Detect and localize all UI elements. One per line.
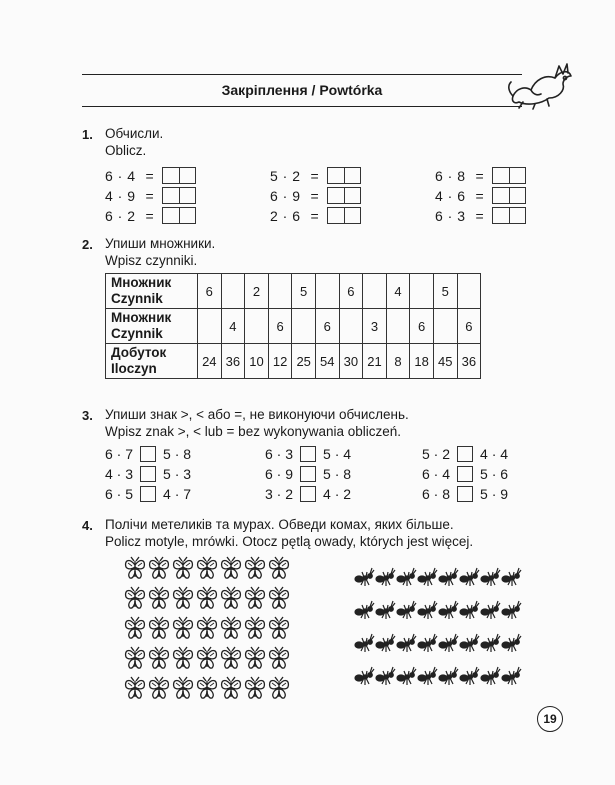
equals-sign: = (310, 167, 320, 184)
butterfly-icon (150, 677, 169, 698)
instruction-ua: Упиши множники. (105, 236, 216, 251)
butterfly-icon (222, 617, 241, 638)
butterfly-icon (270, 557, 289, 578)
factor-table (105, 273, 481, 379)
equation-expression: 4 · 6 (435, 187, 466, 204)
butterfly-icon (198, 557, 217, 578)
page-number: 19 (537, 706, 563, 732)
comparison-left: 6 · 7 (105, 446, 134, 462)
table-cell: 25 (292, 344, 316, 379)
table-cell[interactable] (245, 309, 269, 344)
ant-icon (502, 667, 521, 685)
answer-box[interactable] (327, 187, 361, 204)
equation (105, 167, 196, 184)
sign-box[interactable] (140, 486, 156, 502)
ant-icon (439, 601, 458, 619)
answer-box[interactable] (492, 207, 526, 224)
sign-box[interactable] (140, 446, 156, 462)
comparison (265, 446, 351, 462)
table-cell: 45 (433, 344, 457, 379)
answer-box[interactable] (162, 187, 196, 204)
butterfly-icon (270, 647, 289, 668)
ant-icon (502, 634, 521, 652)
task-instruction (105, 125, 163, 159)
task-number: 2. (82, 237, 93, 252)
butterfly-icon (126, 587, 145, 608)
ant-icon (502, 601, 521, 619)
butterfly-icon (198, 677, 217, 698)
butterfly-icon (222, 557, 241, 578)
equals-sign: = (145, 207, 155, 224)
comparison (265, 466, 351, 482)
comparison-left: 5 · 2 (422, 446, 451, 462)
ant-icon (355, 634, 374, 652)
butterfly-icon (246, 647, 265, 668)
ant-icon (460, 634, 479, 652)
equation (270, 167, 361, 184)
comparison-right: 4 · 7 (163, 486, 192, 502)
butterfly-icon (270, 617, 289, 638)
butterfly-icon (126, 677, 145, 698)
butterfly-icon (246, 677, 265, 698)
header-bottom-rule (82, 106, 522, 107)
instruction-pl: Wpisz czynniki. (105, 253, 198, 268)
ant-icon (376, 667, 395, 685)
butterfly-icon (126, 557, 145, 578)
equals-sign: = (310, 207, 320, 224)
task-instruction (105, 406, 409, 440)
ant-icon (418, 601, 437, 619)
table-cell[interactable] (198, 309, 222, 344)
row-label-factor-2: Множник Czynnik (106, 309, 198, 344)
equals-sign: = (475, 187, 485, 204)
table-cell[interactable] (433, 309, 457, 344)
table-cell: 21 (363, 344, 387, 379)
table-cell[interactable] (268, 274, 292, 309)
butterfly-icon (126, 647, 145, 668)
table-cell: 12 (268, 344, 292, 379)
comparison (105, 446, 191, 462)
dragon-icon (505, 58, 575, 110)
equals-sign: = (145, 167, 155, 184)
ant-icon (355, 667, 374, 685)
task-instruction (105, 235, 215, 269)
comparison (422, 486, 508, 502)
comparison-left: 6 · 9 (265, 466, 294, 482)
ant-grid[interactable] (353, 562, 523, 692)
comparison (422, 446, 508, 462)
comparison-right: 5 · 8 (163, 446, 192, 462)
ant-icon (376, 601, 395, 619)
answer-box[interactable] (327, 167, 361, 184)
table-cell: 54 (315, 344, 339, 379)
page-title: Закріплення / Powtórka (221, 82, 383, 98)
ant-icon (418, 667, 437, 685)
table-cell[interactable]: 6 (268, 309, 292, 344)
sign-box[interactable] (300, 466, 316, 482)
answer-box[interactable] (162, 167, 196, 184)
equation-expression: 4 · 9 (105, 187, 136, 204)
comparison-left: 6 · 8 (422, 486, 451, 502)
butterfly-icon (174, 647, 193, 668)
butterfly-icon (150, 557, 169, 578)
answer-box[interactable] (492, 167, 526, 184)
comparison (422, 466, 508, 482)
instruction-pl: Wpisz znak >, < lub = bez wykonywania obliczeń. (105, 424, 402, 439)
table-cell[interactable]: 5 (433, 274, 457, 309)
equals-sign: = (475, 167, 485, 184)
butterfly-icon (174, 587, 193, 608)
table-row (106, 344, 481, 379)
ant-icon (439, 634, 458, 652)
butterfly-icon (198, 647, 217, 668)
table-cell: 24 (198, 344, 222, 379)
table-cell: 36 (457, 344, 481, 379)
sign-box[interactable] (457, 446, 473, 462)
sign-box[interactable] (140, 466, 156, 482)
table-cell[interactable] (339, 309, 363, 344)
equals-sign: = (475, 207, 485, 224)
butterfly-icon (222, 677, 241, 698)
equation-expression: 6 · 2 (105, 207, 136, 224)
comparison-left: 4 · 3 (105, 466, 134, 482)
comparison (265, 486, 351, 502)
comparison-left: 6 · 4 (422, 466, 451, 482)
ant-icon (439, 568, 458, 586)
answer-box[interactable] (492, 187, 526, 204)
task-instruction (105, 516, 473, 550)
table-cell: 10 (245, 344, 269, 379)
ant-icon (355, 568, 374, 586)
equation-expression: 5 · 2 (270, 167, 301, 184)
ant-icon (418, 634, 437, 652)
equals-sign: = (310, 187, 320, 204)
table-cell[interactable]: 6 (315, 309, 339, 344)
ant-icon (460, 667, 479, 685)
comparison-right: 5 · 6 (480, 466, 509, 482)
equation (105, 207, 196, 224)
instruction-pl: Oblicz. (105, 143, 147, 158)
ant-icon (397, 667, 416, 685)
equals-sign: = (145, 187, 155, 204)
equation-expression: 6 · 4 (105, 167, 136, 184)
table-cell[interactable]: 6 (198, 274, 222, 309)
comparison-right: 5 · 4 (323, 446, 352, 462)
ant-icon (460, 601, 479, 619)
task-number: 3. (82, 408, 93, 423)
table-cell[interactable] (457, 274, 481, 309)
table-cell[interactable]: 4 (221, 309, 245, 344)
table-row (106, 309, 481, 344)
instruction-ua: Полічи метеликів та мурах. Обведи комах, яких більше. (105, 517, 454, 532)
table-cell[interactable]: 5 (292, 274, 316, 309)
table-cell: 8 (386, 344, 410, 379)
equation (435, 187, 526, 204)
table-cell[interactable]: 4 (386, 274, 410, 309)
ant-icon (397, 634, 416, 652)
table-cell[interactable]: 6 (410, 309, 434, 344)
equation-expression: 6 · 9 (270, 187, 301, 204)
instruction-ua: Обчисли. (105, 126, 164, 141)
butterfly-icon (246, 557, 265, 578)
sign-box[interactable] (300, 486, 316, 502)
table-cell[interactable]: 3 (363, 309, 387, 344)
task-number: 1. (82, 127, 93, 142)
comparison-right: 5 · 3 (163, 466, 192, 482)
comparison (105, 466, 191, 482)
table-cell[interactable]: 2 (245, 274, 269, 309)
equation (435, 167, 526, 184)
row-label-product: Добуток Iloczyn (106, 344, 198, 379)
ant-icon (481, 601, 500, 619)
ant-icon (502, 568, 521, 586)
table-cell[interactable] (410, 274, 434, 309)
equation (270, 187, 361, 204)
ant-icon (481, 634, 500, 652)
table-cell[interactable]: 6 (339, 274, 363, 309)
header-top-rule (82, 74, 522, 75)
table-cell[interactable]: 6 (457, 309, 481, 344)
table-row (106, 274, 481, 309)
butterfly-icon (246, 617, 265, 638)
ant-icon (481, 568, 500, 586)
equation (105, 187, 196, 204)
comparison-right: 4 · 4 (480, 446, 509, 462)
table-cell: 36 (221, 344, 245, 379)
ant-icon (376, 634, 395, 652)
answer-box[interactable] (327, 207, 361, 224)
comparison-left: 3 · 2 (265, 486, 294, 502)
comparison-left: 6 · 5 (105, 486, 134, 502)
table-cell[interactable] (221, 274, 245, 309)
equation-expression: 2 · 6 (270, 207, 301, 224)
sign-box[interactable] (457, 486, 473, 502)
butterfly-icon (150, 587, 169, 608)
table-cell: 30 (339, 344, 363, 379)
instruction-ua: Упиши знак >, < або =, не виконуючи обчислень. (105, 407, 409, 422)
butterfly-grid[interactable] (123, 555, 293, 705)
table-cell[interactable] (292, 309, 316, 344)
ant-icon (439, 667, 458, 685)
task-number: 4. (82, 518, 93, 533)
butterfly-icon (174, 617, 193, 638)
butterfly-icon (222, 587, 241, 608)
ant-icon (397, 568, 416, 586)
butterfly-icon (126, 617, 145, 638)
butterfly-icon (222, 647, 241, 668)
butterfly-icon (270, 677, 289, 698)
equation (270, 207, 361, 224)
butterfly-icon (174, 677, 193, 698)
butterfly-icon (198, 587, 217, 608)
instruction-pl: Policz motyle, mrówki. Otocz pętlą owady, których jest więcej. (105, 534, 474, 549)
ant-icon (397, 601, 416, 619)
equation-expression: 6 · 8 (435, 167, 466, 184)
table-cell[interactable] (315, 274, 339, 309)
ant-icon (460, 568, 479, 586)
comparison-right: 5 · 9 (480, 486, 509, 502)
butterfly-icon (150, 647, 169, 668)
butterfly-icon (198, 617, 217, 638)
comparison (105, 486, 191, 502)
ant-icon (355, 601, 374, 619)
sign-box[interactable] (300, 446, 316, 462)
comparison-right: 4 · 2 (323, 486, 352, 502)
row-label-factor-1: Множник Czynnik (106, 274, 198, 309)
butterfly-icon (150, 617, 169, 638)
butterfly-icon (270, 587, 289, 608)
equation-expression: 6 · 3 (435, 207, 466, 224)
butterfly-icon (174, 557, 193, 578)
comparison-right: 5 · 8 (323, 466, 352, 482)
ant-icon (481, 667, 500, 685)
ant-icon (376, 568, 395, 586)
table-cell[interactable] (363, 274, 387, 309)
sign-box[interactable] (457, 466, 473, 482)
butterfly-icon (246, 587, 265, 608)
answer-box[interactable] (162, 207, 196, 224)
table-cell[interactable] (386, 309, 410, 344)
comparison-left: 6 · 3 (265, 446, 294, 462)
table-cell: 18 (410, 344, 434, 379)
equation (435, 207, 526, 224)
ant-icon (418, 568, 437, 586)
